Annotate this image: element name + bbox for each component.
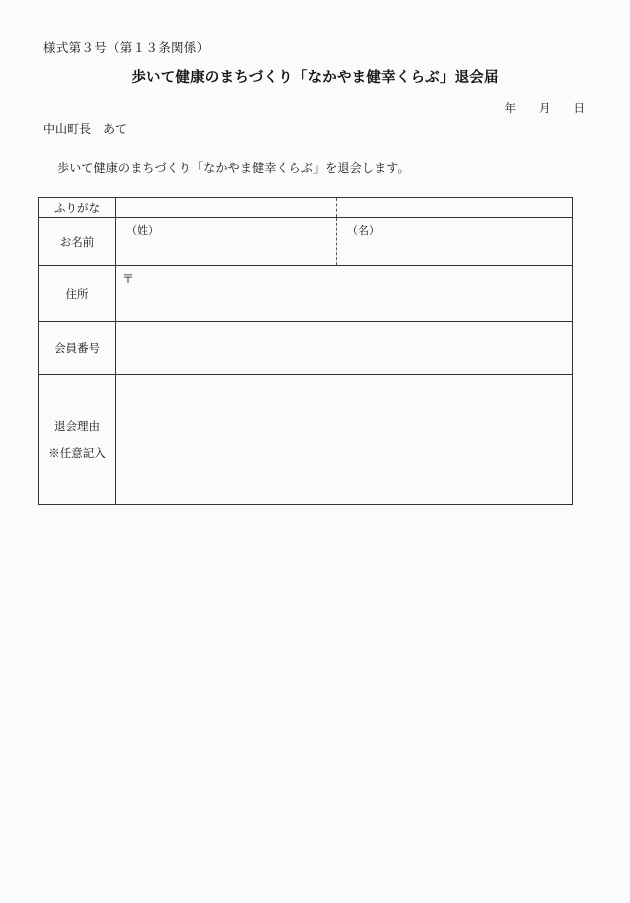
addressee: 中山町長 あて: [43, 122, 128, 136]
withdrawal-form-table: [38, 197, 573, 505]
withdrawal-statement: 歩いて健康のまちづくり「なかやま健幸くらぶ」を退会します。: [57, 161, 410, 175]
reason-label-optional-note: ※任意記入: [48, 445, 106, 460]
furigana-label: ふりがな: [39, 198, 116, 218]
surname-field[interactable]: [116, 218, 337, 266]
reason-field[interactable]: [116, 375, 573, 505]
form-number: 様式第３号（第１３条関係）: [43, 40, 210, 55]
surname-hint: （姓）: [126, 224, 159, 237]
date-day-label: 日: [573, 101, 585, 115]
date-year-label: 年: [504, 101, 516, 115]
member-number-label: 会員番号: [39, 322, 116, 375]
given-name-hint: （名）: [347, 224, 380, 237]
address-label: 住所: [39, 266, 116, 322]
given-name-field[interactable]: [337, 218, 573, 266]
reason-label: [39, 375, 116, 505]
member-number-field[interactable]: [116, 322, 573, 375]
furigana-row: [39, 198, 573, 218]
address-field[interactable]: [116, 266, 573, 322]
member-number-row: [39, 322, 573, 375]
address-row: [39, 266, 573, 322]
name-row: [39, 218, 573, 266]
date-month-label: 月: [539, 101, 551, 115]
reason-label-title: 退会理由: [54, 418, 100, 433]
date-line: [505, 100, 586, 116]
furigana-surname-field[interactable]: [116, 198, 337, 218]
postal-mark: 〒: [122, 272, 135, 286]
name-label: お名前: [39, 218, 116, 266]
reason-row: [39, 375, 573, 505]
page-title: 歩いて健康のまちづくり「なかやま健幸くらぶ」退会届: [131, 70, 499, 86]
furigana-given-name-field[interactable]: [337, 198, 573, 218]
